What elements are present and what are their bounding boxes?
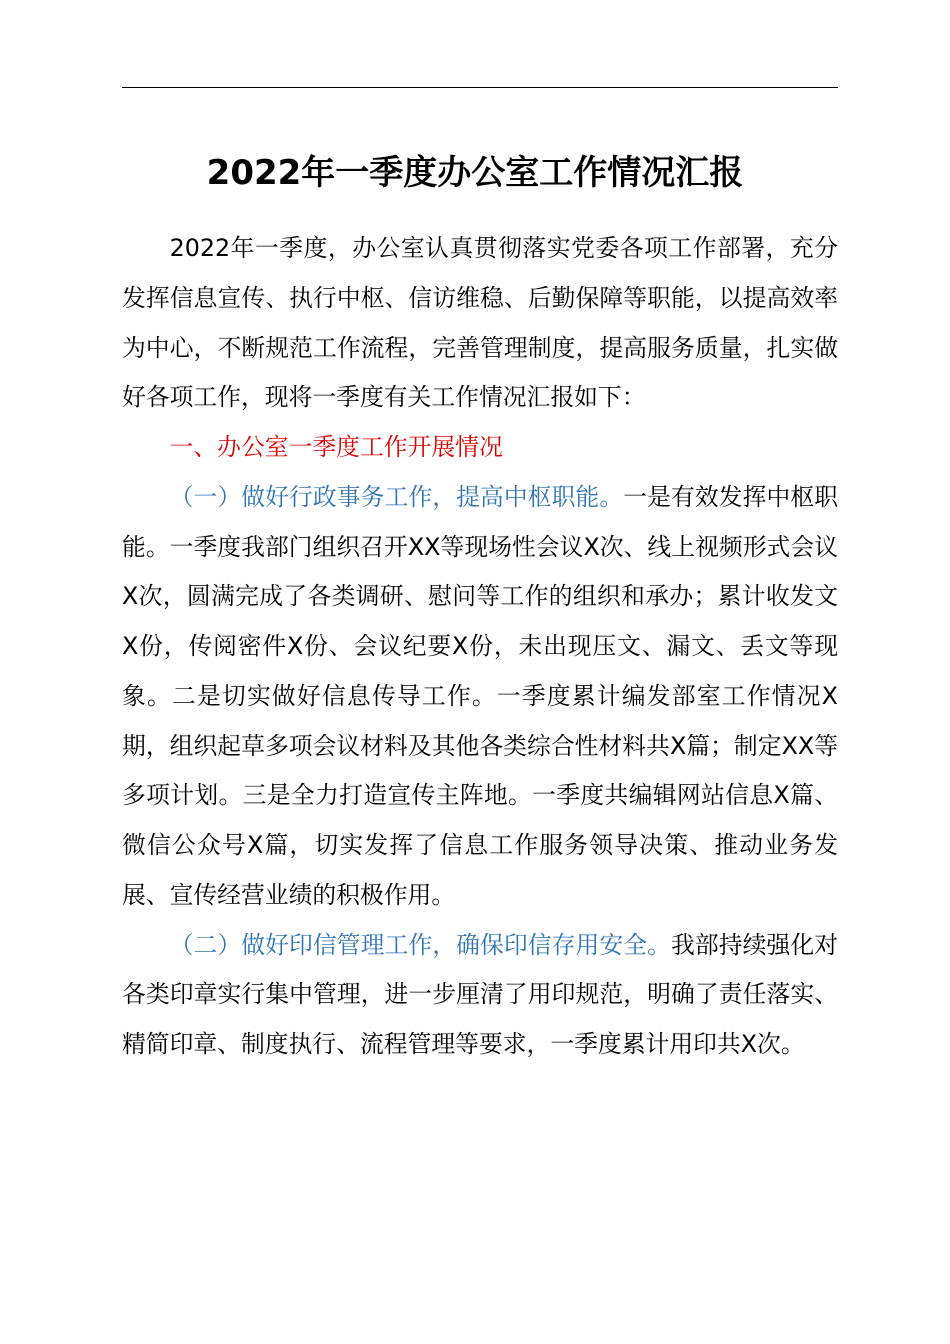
subsection-2-paragraph bbox=[122, 921, 838, 1070]
subsection-1-body: 一是有效发挥中枢职能。一季度我部门组织召开XX等现场性会议X次、线上视频形式会议X次，圆满完成了各类调研、慰问等工作的组织和承办；累计收发文X份，传阅密件X份、会议纪要X份，未出现压文、漏文、丢文等现象。二是切实做好信息传导工作。一季度累计编发部室工作情况X期，组织起草多项会议材料及其他各类综合性材料共X篇；制定XX等多项计划。三是全力打造宣传主阵地。一季度共编辑网站信息X篇、微信公众号X篇，切实发挥了信息工作服务领导决策、推动业务发展、宣传经营业绩的积极作用。 bbox=[122, 482, 839, 909]
subsection-2-body: 我部持续强化对各类印章实行集中管理，进一步厘清了用印规范，明确了责任落实、精简印章、制度执行、流程管理等要求，一季度累计用印共X次。 bbox=[122, 930, 839, 1058]
header-rule bbox=[122, 87, 838, 88]
document-title: 2022年一季度办公室工作情况汇报 bbox=[206, 153, 744, 193]
section-heading: 一、办公室一季度工作开展情况 bbox=[169, 433, 503, 461]
intro-paragraph: 2022年一季度，办公室认真贯彻落实党委各项工作部署，充分发挥信息宣传、执行中枢、信访维稳、后勤保障等职能，以提高效率为中心，不断规范工作流程，完善管理制度，提高服务质量，扎实做好各项工作，现将一季度有关工作情况汇报如下： bbox=[122, 234, 838, 412]
subsection-1-heading: （一）做好行政事务工作，提高中枢职能。 bbox=[169, 482, 624, 511]
subsection-2-heading: （二）做好印信管理工作，确保印信存用安全。 bbox=[169, 930, 671, 959]
subsection-1-paragraph bbox=[122, 473, 838, 921]
document-body bbox=[122, 224, 838, 1070]
